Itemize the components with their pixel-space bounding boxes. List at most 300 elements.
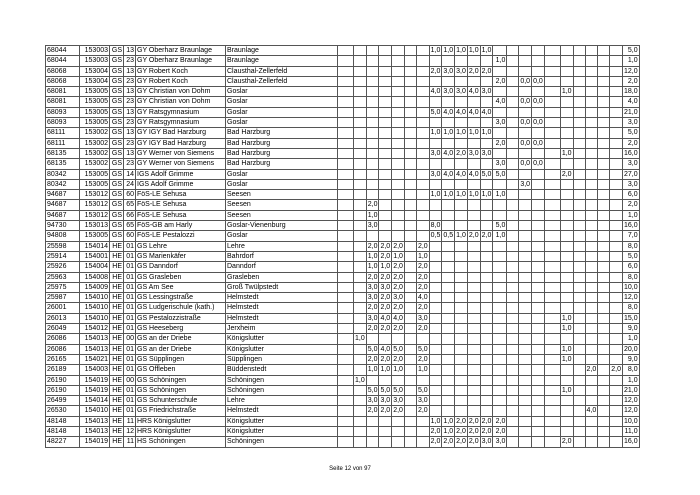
- table-cell: [480, 159, 493, 169]
- table-cell: 5,0: [623, 251, 640, 261]
- table-cell: [507, 128, 519, 138]
- table-cell: [532, 56, 545, 66]
- table-cell: [507, 148, 519, 158]
- table-cell: [532, 426, 545, 436]
- table-cell: Büddenstedt: [226, 365, 338, 375]
- table-cell: [442, 159, 455, 169]
- table-cell: 1,0: [561, 88, 572, 96]
- table-cell: 3,0: [393, 294, 403, 302]
- table-cell: Goslar: [226, 107, 338, 117]
- table-row: [46, 375, 640, 385]
- table-cell: [585, 46, 598, 56]
- table-cell: HE: [110, 365, 124, 375]
- table-cell: [455, 76, 468, 86]
- table-cell: 1,0: [561, 345, 572, 353]
- table-cell: 2,0: [623, 200, 640, 210]
- table-cell: 2,0: [393, 273, 403, 281]
- table-cell: [544, 210, 560, 220]
- table-cell: [442, 293, 455, 303]
- table-cell: [338, 190, 354, 200]
- table-cell: [493, 396, 507, 406]
- table-cell: [519, 313, 532, 323]
- table-cell: [532, 406, 545, 416]
- table-cell: [493, 200, 507, 210]
- table-cell: 154004: [80, 262, 110, 272]
- table-cell: [610, 87, 623, 97]
- table-cell: 21,0: [624, 108, 638, 116]
- table-cell: [544, 56, 560, 66]
- table-cell: [544, 426, 560, 436]
- table-cell: [416, 169, 429, 179]
- table-cell: [467, 56, 480, 66]
- table-cell: [610, 221, 623, 231]
- table-cell: [467, 344, 480, 354]
- table-cell: 1,0: [561, 314, 572, 322]
- table-cell: [585, 303, 598, 313]
- table-cell: [354, 148, 367, 158]
- table-cell: [573, 303, 585, 313]
- table-cell: [338, 148, 354, 158]
- table-cell: 3,0: [367, 397, 378, 405]
- table-cell: [610, 231, 623, 241]
- table-cell: [598, 334, 610, 344]
- table-cell: [532, 66, 545, 76]
- table-cell: [544, 385, 560, 395]
- table-cell: 1,0: [430, 47, 441, 54]
- table-cell: [392, 200, 405, 210]
- table-cell: [379, 231, 392, 241]
- table-cell: [519, 241, 532, 251]
- table-cell: [610, 56, 623, 66]
- table-cell: 2,0: [367, 273, 378, 281]
- table-cell: [598, 76, 610, 86]
- table-cell: [532, 293, 545, 303]
- table-cell: [338, 375, 354, 385]
- table-cell: [404, 56, 416, 66]
- table-cell: [338, 251, 354, 261]
- table-cell: 94687: [46, 210, 80, 220]
- table-row: [46, 324, 640, 334]
- table-cell: 26049: [46, 324, 80, 334]
- table-cell: [519, 87, 532, 97]
- table-cell: [610, 303, 623, 313]
- table-cell: [532, 334, 545, 344]
- table-cell: [338, 324, 354, 334]
- table-cell: [366, 437, 379, 447]
- table-cell: GS Ludgerischule (kath.): [136, 303, 226, 313]
- table-cell: [598, 365, 610, 375]
- table-cell: [404, 210, 416, 220]
- table-cell: 154013: [80, 344, 110, 354]
- table-cell: 01: [124, 303, 136, 313]
- table-cell: [544, 97, 560, 107]
- table-cell: Goslar: [226, 97, 338, 107]
- table-cell: [544, 87, 560, 97]
- table-cell: [493, 179, 507, 189]
- table-cell: 2,0: [393, 304, 403, 312]
- table-cell: 23: [124, 118, 136, 128]
- table-cell: [354, 416, 367, 426]
- table-cell: 0,0: [520, 77, 531, 85]
- table-cell: [598, 138, 610, 148]
- table-cell: 153005: [80, 97, 110, 107]
- table-cell: [544, 365, 560, 375]
- table-cell: [610, 138, 623, 148]
- table-cell: [560, 190, 573, 200]
- table-cell: 3,0: [380, 283, 391, 291]
- table-cell: 3,0: [417, 397, 428, 405]
- table-cell: IGS Adolf Grimme: [136, 179, 226, 189]
- table-cell: [416, 128, 429, 138]
- table-cell: [507, 241, 519, 251]
- table-cell: [610, 251, 623, 261]
- table-row: [46, 76, 640, 86]
- table-cell: [338, 169, 354, 179]
- table-cell: [585, 66, 598, 76]
- table-cell: GS an der Driebe: [136, 344, 226, 354]
- table-cell: [573, 128, 585, 138]
- table-cell: [392, 437, 405, 447]
- table-cell: [392, 87, 405, 97]
- table-cell: [610, 179, 623, 189]
- table-cell: [416, 46, 429, 56]
- table-cell: Bad Harzburg: [226, 128, 338, 138]
- table-cell: 3,0: [493, 118, 507, 128]
- table-cell: 9,0: [623, 354, 640, 364]
- table-cell: [493, 107, 507, 117]
- table-cell: [455, 293, 468, 303]
- table-cell: [429, 365, 442, 375]
- table-cell: 1,0: [623, 56, 640, 66]
- table-cell: [610, 107, 623, 117]
- table-cell: [467, 241, 480, 251]
- table-cell: [598, 385, 610, 395]
- table-cell: 48148: [46, 426, 80, 436]
- table-cell: [379, 46, 392, 56]
- table-cell: GS Schöningen: [136, 385, 226, 395]
- table-cell: 3,0: [493, 159, 507, 169]
- table-cell: [598, 293, 610, 303]
- table-cell: GY Oberharz Braunlage: [136, 46, 226, 56]
- table-cell: [573, 87, 585, 97]
- table-cell: GY IGY Bad Harzburg: [136, 128, 226, 138]
- table-cell: [354, 138, 367, 148]
- table-cell: [573, 241, 585, 251]
- table-cell: [544, 138, 560, 148]
- table-cell: [560, 66, 573, 76]
- table-cell: 1,0: [561, 325, 572, 333]
- table-cell: [416, 148, 429, 158]
- table-cell: [507, 375, 519, 385]
- table-cell: [392, 128, 405, 138]
- table-cell: 5,0: [493, 169, 507, 179]
- table-cell: [455, 241, 468, 251]
- table-cell: Grasleben: [226, 272, 338, 282]
- table-cell: [354, 251, 367, 261]
- table-cell: [507, 46, 519, 56]
- table-cell: [442, 385, 455, 395]
- table-cell: 18,0: [624, 88, 638, 96]
- table-cell: [532, 128, 545, 138]
- table-cell: 153004: [80, 66, 110, 76]
- table-cell: [560, 293, 573, 303]
- table-cell: [429, 303, 442, 313]
- table-cell: [532, 231, 545, 241]
- table-cell: 1,0: [380, 366, 391, 374]
- table-cell: [493, 282, 507, 292]
- table-cell: [442, 76, 455, 86]
- table-cell: 3,0: [443, 88, 454, 96]
- table-cell: [404, 282, 416, 292]
- table-cell: 2,0: [456, 427, 466, 435]
- table-cell: [573, 406, 585, 416]
- table-cell: [467, 375, 480, 385]
- table-cell: [585, 272, 598, 282]
- table-cell: [544, 303, 560, 313]
- table-cell: [598, 200, 610, 210]
- table-cell: 1,0: [417, 366, 428, 374]
- table-cell: [585, 396, 598, 406]
- table-cell: 153012: [80, 200, 110, 210]
- table-cell: [404, 107, 416, 117]
- table-cell: 11,0: [623, 426, 640, 436]
- table-row: [46, 128, 640, 138]
- table-cell: 2,0: [456, 438, 466, 446]
- table-cell: [610, 118, 623, 128]
- table-cell: [519, 210, 532, 220]
- table-cell: 153005: [80, 231, 110, 241]
- table-cell: [507, 385, 519, 395]
- table-cell: [585, 56, 598, 66]
- table-cell: 26499: [46, 396, 80, 406]
- table-cell: [480, 56, 493, 66]
- table-cell: HE: [110, 334, 124, 344]
- table-cell: 01: [124, 241, 136, 251]
- table-cell: [480, 282, 493, 292]
- table-cell: [416, 437, 429, 447]
- table-cell: [429, 97, 442, 107]
- table-cell: [519, 200, 532, 210]
- table-cell: 153002: [80, 159, 110, 169]
- table-cell: [598, 56, 610, 66]
- table-cell: [493, 148, 507, 158]
- table-cell: [598, 46, 610, 56]
- table-cell: [573, 231, 585, 241]
- table-cell: HE: [110, 344, 124, 354]
- table-cell: [573, 334, 585, 344]
- table-cell: [480, 210, 493, 220]
- table-cell: [392, 190, 405, 200]
- table-cell: 154001: [80, 251, 110, 261]
- table-cell: 16,0: [624, 149, 638, 157]
- table-cell: [404, 313, 416, 323]
- table-cell: [379, 148, 392, 158]
- table-cell: [532, 344, 545, 354]
- table-cell: 10,0: [624, 283, 638, 291]
- table-cell: [573, 138, 585, 148]
- table-cell: [392, 76, 405, 86]
- table-cell: [519, 282, 532, 292]
- table-cell: [585, 385, 598, 395]
- table-cell: [455, 354, 468, 364]
- table-cell: 68093: [46, 107, 80, 117]
- table-cell: [610, 293, 623, 303]
- table-cell: GS Pestalozzistraße: [136, 313, 226, 323]
- table-cell: 68068: [46, 76, 80, 86]
- table-cell: [480, 251, 493, 261]
- table-cell: [455, 324, 468, 334]
- table-cell: [416, 56, 429, 66]
- table-cell: [573, 169, 585, 179]
- table-cell: 4,0: [430, 88, 441, 96]
- table-cell: 4,0: [456, 108, 466, 116]
- table-cell: Goslar: [226, 118, 338, 128]
- table-cell: 8,0: [623, 303, 640, 313]
- table-cell: [544, 200, 560, 210]
- table-cell: [610, 210, 623, 220]
- table-cell: GS: [110, 200, 124, 210]
- table-cell: [532, 148, 545, 158]
- table-cell: [610, 46, 623, 56]
- table-cell: 3,0: [481, 438, 492, 446]
- table-cell: [404, 354, 416, 364]
- table-cell: [585, 221, 598, 231]
- table-cell: [598, 190, 610, 200]
- table-cell: GS Danndorf: [136, 262, 226, 272]
- table-row: [46, 303, 640, 313]
- table-cell: [354, 303, 367, 313]
- table-cell: 153005: [80, 87, 110, 97]
- table-cell: [598, 406, 610, 416]
- table-cell: 4,0: [456, 170, 466, 178]
- table-cell: [480, 272, 493, 282]
- table-cell: [416, 66, 429, 76]
- table-cell: [467, 334, 480, 344]
- table-cell: [429, 179, 442, 189]
- table-cell: [416, 97, 429, 107]
- table-cell: 3,0: [367, 222, 378, 230]
- table-cell: [480, 200, 493, 210]
- table-cell: HE: [110, 251, 124, 261]
- table-cell: 153012: [80, 190, 110, 200]
- table-cell: [480, 396, 493, 406]
- table-cell: [573, 148, 585, 158]
- table-cell: [354, 437, 367, 447]
- table-cell: 1,0: [417, 252, 428, 260]
- table-cell: [610, 324, 623, 334]
- table-cell: [493, 210, 507, 220]
- table-cell: [354, 66, 367, 76]
- table-cell: [573, 272, 585, 282]
- table-cell: [532, 46, 545, 56]
- table-cell: 11: [124, 416, 136, 426]
- table-cell: [573, 56, 585, 66]
- table-cell: 5,0: [393, 386, 403, 394]
- table-cell: [544, 107, 560, 117]
- table-cell: 154003: [80, 365, 110, 375]
- table-cell: [392, 426, 405, 436]
- table-cell: [480, 324, 493, 334]
- table-cell: [354, 159, 367, 169]
- table-cell: [560, 426, 573, 436]
- table-cell: [598, 128, 610, 138]
- table-cell: 2,0: [468, 232, 479, 240]
- table-cell: 23: [124, 138, 136, 148]
- table-cell: [598, 272, 610, 282]
- table-cell: [404, 138, 416, 148]
- table-cell: 2,0: [468, 438, 479, 446]
- table-cell: 0,0: [520, 98, 531, 106]
- table-cell: [610, 128, 623, 138]
- table-cell: 4,0: [443, 108, 454, 116]
- table-cell: 80342: [46, 169, 80, 179]
- table-cell: 153002: [80, 148, 110, 158]
- table-cell: [544, 313, 560, 323]
- table-cell: Königslutter: [226, 334, 338, 344]
- table-cell: 2,0: [380, 304, 391, 312]
- table-cell: GS Süpplingen: [136, 354, 226, 364]
- table-cell: 1,0: [623, 334, 640, 344]
- table-cell: 23: [124, 97, 136, 107]
- table-cell: 1,0: [355, 376, 365, 384]
- table-cell: 01: [124, 262, 136, 272]
- table-cell: 01: [124, 272, 136, 282]
- table-cell: [507, 87, 519, 97]
- table-cell: [416, 210, 429, 220]
- table-cell: [507, 313, 519, 323]
- table-cell: GY Robert Koch: [136, 76, 226, 86]
- table-cell: [480, 179, 493, 189]
- table-cell: [573, 396, 585, 406]
- table-cell: [532, 416, 545, 426]
- table-cell: 1,0: [443, 191, 454, 199]
- table-cell: 1,0: [355, 335, 365, 343]
- table-cell: [404, 200, 416, 210]
- table-cell: 154014: [80, 241, 110, 251]
- table-cell: [338, 118, 354, 128]
- table-cell: 1,0: [443, 129, 454, 137]
- table-cell: [544, 231, 560, 241]
- table-cell: [493, 334, 507, 344]
- table-cell: [493, 375, 507, 385]
- table-cell: [610, 169, 623, 179]
- table-cell: HE: [110, 324, 124, 334]
- table-cell: [404, 396, 416, 406]
- table-cell: 1,0: [561, 386, 572, 394]
- table-cell: 12,0: [624, 397, 638, 405]
- table-cell: 4,0: [586, 407, 597, 415]
- table-cell: [467, 159, 480, 169]
- table-cell: 13: [124, 148, 136, 158]
- table-cell: [519, 148, 532, 158]
- table-cell: [573, 221, 585, 231]
- table-cell: [585, 190, 598, 200]
- table-cell: 2,0: [380, 252, 391, 260]
- table-cell: [467, 138, 480, 148]
- table-cell: [507, 262, 519, 272]
- table-cell: 2,0: [417, 325, 428, 333]
- table-cell: Bad Harzburg: [226, 148, 338, 158]
- table-cell: [354, 396, 367, 406]
- table-cell: [544, 179, 560, 189]
- table-cell: [560, 365, 573, 375]
- table-cell: [354, 324, 367, 334]
- table-cell: [354, 221, 367, 231]
- table-cell: [585, 87, 598, 97]
- table-cell: GY Oberharz Braunlage: [136, 56, 226, 66]
- table-row: [46, 313, 640, 323]
- table-cell: [379, 107, 392, 117]
